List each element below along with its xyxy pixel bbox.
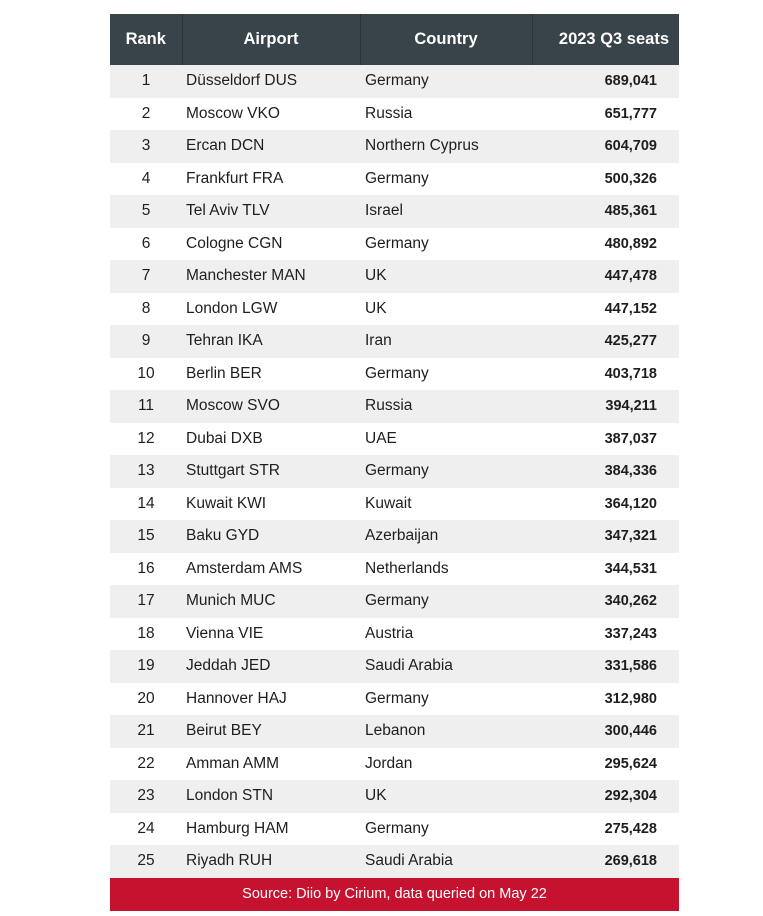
- rank-cell: 23: [110, 780, 182, 813]
- rank-cell: 20: [110, 683, 182, 716]
- airport-cell: Tel Aviv TLV: [182, 195, 360, 228]
- rank-cell: 6: [110, 228, 182, 261]
- country-cell: Israel: [360, 195, 532, 228]
- airport-cell: London LGW: [182, 293, 360, 326]
- country-cell: Germany: [360, 683, 532, 716]
- rank-cell: 17: [110, 585, 182, 618]
- airport-cell: Kuwait KWI: [182, 488, 360, 521]
- country-cell: Austria: [360, 618, 532, 651]
- seats-cell: 403,718: [532, 358, 679, 391]
- airport-cell: Stuttgart STR: [182, 455, 360, 488]
- table-row: [110, 715, 679, 748]
- table-row: [110, 618, 679, 651]
- rank-cell: 15: [110, 520, 182, 553]
- seats-cell: 394,211: [532, 390, 679, 423]
- rank-cell: 19: [110, 650, 182, 683]
- header-rank: Rank: [110, 14, 182, 65]
- seats-cell: 275,428: [532, 813, 679, 846]
- country-cell: Germany: [360, 585, 532, 618]
- country-cell: Northern Cyprus: [360, 130, 532, 163]
- header-row: [110, 14, 679, 65]
- airport-cell: Vienna VIE: [182, 618, 360, 651]
- table-row: [110, 520, 679, 553]
- country-cell: Germany: [360, 813, 532, 846]
- seats-cell: 425,277: [532, 325, 679, 358]
- rank-cell: 21: [110, 715, 182, 748]
- table-row: [110, 65, 679, 98]
- seats-cell: 500,326: [532, 163, 679, 196]
- country-cell: UK: [360, 293, 532, 326]
- seats-cell: 384,336: [532, 455, 679, 488]
- seats-cell: 331,586: [532, 650, 679, 683]
- rank-cell: 13: [110, 455, 182, 488]
- seats-cell: 689,041: [532, 65, 679, 98]
- rank-cell: 8: [110, 293, 182, 326]
- rank-cell: 9: [110, 325, 182, 358]
- rank-cell: 10: [110, 358, 182, 391]
- table-row: [110, 813, 679, 846]
- airport-cell: Dubai DXB: [182, 423, 360, 456]
- rank-cell: 2: [110, 98, 182, 131]
- seats-cell: 604,709: [532, 130, 679, 163]
- table-row: [110, 488, 679, 521]
- airport-cell: Tehran IKA: [182, 325, 360, 358]
- seats-cell: 485,361: [532, 195, 679, 228]
- country-cell: Azerbaijan: [360, 520, 532, 553]
- rank-cell: 12: [110, 423, 182, 456]
- airport-cell: Beirut BEY: [182, 715, 360, 748]
- table-row: [110, 585, 679, 618]
- airport-cell: Hannover HAJ: [182, 683, 360, 716]
- header-seats: 2023 Q3 seats: [532, 14, 679, 65]
- seats-cell: 344,531: [532, 553, 679, 586]
- airport-cell: London STN: [182, 780, 360, 813]
- airport-cell: Riyadh RUH: [182, 845, 360, 878]
- seats-cell: 312,980: [532, 683, 679, 716]
- table-row: [110, 683, 679, 716]
- seats-cell: 347,321: [532, 520, 679, 553]
- rank-cell: 16: [110, 553, 182, 586]
- airport-cell: Berlin BER: [182, 358, 360, 391]
- rank-cell: 18: [110, 618, 182, 651]
- airport-cell: Düsseldorf DUS: [182, 65, 360, 98]
- table-row: [110, 325, 679, 358]
- table-row: [110, 260, 679, 293]
- table-row: [110, 845, 679, 878]
- airport-cell: Munich MUC: [182, 585, 360, 618]
- country-cell: UAE: [360, 423, 532, 456]
- rank-cell: 5: [110, 195, 182, 228]
- rank-cell: 3: [110, 130, 182, 163]
- country-cell: Lebanon: [360, 715, 532, 748]
- seats-cell: 447,152: [532, 293, 679, 326]
- rank-cell: 11: [110, 390, 182, 423]
- table-row: [110, 423, 679, 456]
- airport-seats-table: [110, 14, 679, 878]
- airport-cell: Manchester MAN: [182, 260, 360, 293]
- airport-seats-table-wrap: [110, 14, 679, 911]
- table-row: [110, 130, 679, 163]
- table-row: [110, 553, 679, 586]
- airport-cell: Moscow SVO: [182, 390, 360, 423]
- rank-cell: 24: [110, 813, 182, 846]
- table-row: [110, 195, 679, 228]
- table-row: [110, 780, 679, 813]
- seats-cell: 337,243: [532, 618, 679, 651]
- table-row: [110, 98, 679, 131]
- table-row: [110, 358, 679, 391]
- country-cell: Germany: [360, 358, 532, 391]
- seats-cell: 480,892: [532, 228, 679, 261]
- seats-cell: 300,446: [532, 715, 679, 748]
- airport-cell: Cologne CGN: [182, 228, 360, 261]
- country-cell: Germany: [360, 228, 532, 261]
- source-note: Source: Diio by Cirium, data queried on May 22: [110, 878, 679, 911]
- table-row: [110, 748, 679, 781]
- rank-cell: 14: [110, 488, 182, 521]
- table-body: [110, 65, 679, 878]
- seats-cell: 447,478: [532, 260, 679, 293]
- country-cell: Germany: [360, 455, 532, 488]
- country-cell: UK: [360, 260, 532, 293]
- country-cell: Iran: [360, 325, 532, 358]
- airport-cell: Moscow VKO: [182, 98, 360, 131]
- table-row: [110, 293, 679, 326]
- rank-cell: 1: [110, 65, 182, 98]
- airport-cell: Hamburg HAM: [182, 813, 360, 846]
- country-cell: Netherlands: [360, 553, 532, 586]
- airport-cell: Amman AMM: [182, 748, 360, 781]
- rank-cell: 22: [110, 748, 182, 781]
- seats-cell: 269,618: [532, 845, 679, 878]
- country-cell: Saudi Arabia: [360, 845, 532, 878]
- header-country: Country: [360, 14, 532, 65]
- country-cell: UK: [360, 780, 532, 813]
- country-cell: Russia: [360, 98, 532, 131]
- country-cell: Saudi Arabia: [360, 650, 532, 683]
- table-row: [110, 163, 679, 196]
- table-row: [110, 650, 679, 683]
- rank-cell: 7: [110, 260, 182, 293]
- country-cell: Germany: [360, 65, 532, 98]
- rank-cell: 25: [110, 845, 182, 878]
- airport-cell: Jeddah JED: [182, 650, 360, 683]
- airport-cell: Baku GYD: [182, 520, 360, 553]
- seats-cell: 651,777: [532, 98, 679, 131]
- airport-cell: Ercan DCN: [182, 130, 360, 163]
- country-cell: Kuwait: [360, 488, 532, 521]
- country-cell: Jordan: [360, 748, 532, 781]
- country-cell: Russia: [360, 390, 532, 423]
- table-row: [110, 455, 679, 488]
- airport-cell: Frankfurt FRA: [182, 163, 360, 196]
- table-header: [110, 14, 679, 65]
- table-row: [110, 228, 679, 261]
- table-row: [110, 390, 679, 423]
- seats-cell: 295,624: [532, 748, 679, 781]
- country-cell: Germany: [360, 163, 532, 196]
- header-airport: Airport: [182, 14, 360, 65]
- seats-cell: 292,304: [532, 780, 679, 813]
- seats-cell: 364,120: [532, 488, 679, 521]
- rank-cell: 4: [110, 163, 182, 196]
- airport-cell: Amsterdam AMS: [182, 553, 360, 586]
- seats-cell: 387,037: [532, 423, 679, 456]
- seats-cell: 340,262: [532, 585, 679, 618]
